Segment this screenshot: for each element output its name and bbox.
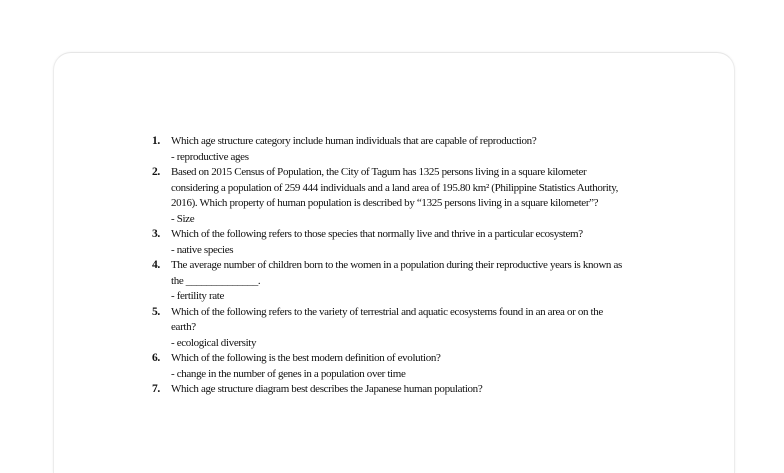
question-body [171, 305, 622, 352]
question-number: 1. [152, 135, 160, 147]
question-item [152, 382, 622, 398]
question-text: The average number of children born to the women in a population during their reproductive years is known as the ______________. [171, 259, 622, 287]
question-number: 7. [152, 383, 160, 395]
question-body [171, 382, 622, 398]
question-item [152, 227, 622, 258]
question-item [152, 134, 622, 165]
question-body [171, 227, 622, 258]
question-number: 6. [152, 352, 160, 364]
question-list [152, 134, 622, 398]
question-body [171, 165, 622, 227]
question-number: 5. [152, 305, 160, 318]
question-item [152, 258, 622, 305]
question-text: Which of the following refers to those species that normally live and thrive in a particular ecosystem? [171, 228, 583, 240]
question-body [171, 351, 622, 382]
question-item [152, 305, 622, 352]
question-number: 3. [152, 228, 160, 240]
question-item [152, 165, 622, 227]
question-number: 4. [152, 259, 160, 271]
answer-text: - Size [171, 212, 195, 225]
question-text: Which of the following refers to the variety of terrestrial and aquatic ecosystems found in an area or on the earth? [171, 305, 603, 333]
question-text: Which age structure diagram best describes the Japanese human population? [171, 383, 483, 395]
question-number: 2. [152, 166, 160, 178]
question-body [171, 258, 622, 305]
answer-text: - fertility rate [171, 290, 225, 302]
question-item [152, 351, 622, 382]
answer-text: - change in the number of genes in a population over time [171, 367, 406, 380]
question-body [171, 134, 622, 165]
question-text: Which age structure category include human individuals that are capable of reproduction? [171, 135, 537, 147]
answer-text: - reproductive ages [171, 150, 249, 163]
question-text: Which of the following is the best modern definition of evolution? [171, 352, 441, 364]
question-text: Based on 2015 Census of Population, the City of Tagum has 1325 persons living in a square kilometer considering a population of 259 444 individuals and a land area of 195.80 km² (Philippine Statistics Authority, 2016). Which property of human population is described by “1325 persons living in a square kilometer”? [171, 166, 619, 209]
answer-text: - ecological diversity [171, 336, 257, 349]
answer-text: - native species [171, 243, 234, 256]
